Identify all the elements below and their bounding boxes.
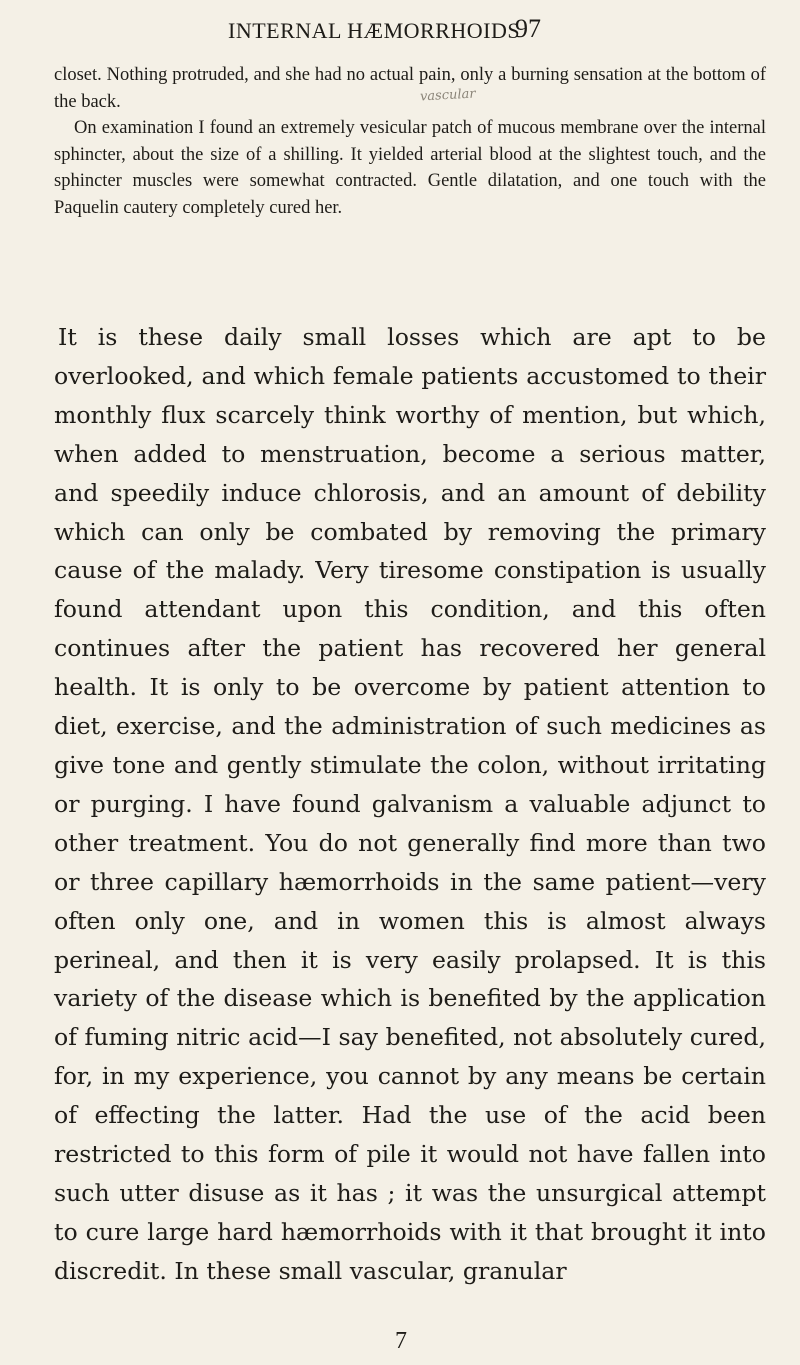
page-number: 97 [515, 14, 541, 43]
main-body [54, 318, 766, 1291]
case-note-paragraph: closet. Nothing protruded, and she had no actual pain, only a burning sensation at the bottom of the back. [54, 65, 766, 112]
running-head: INTERNAL HÆMORRHOIDS [228, 18, 521, 43]
case-note-paragraph: On examination I found an extremely vesicular patch of mucous membrane over the internal sphincter, about the size of a shilling. It yielded arterial blood at the slightest touch, and the sphincter muscles were somewhat contracted. Gentle dilatation, and one touch with the Paquelin cautery completely cured her. [54, 118, 766, 218]
signature-mark: 7 [395, 1328, 407, 1354]
handwritten-annotation: vascular [419, 86, 476, 105]
case-note [54, 62, 766, 221]
body-paragraph: It is these daily small losses which are apt to be overlooked, and which female patients accustomed to their monthly flux scarcely think worthy of mention, but which, when added to menstruation, become a serious matter, and speedily induce chlorosis, and an amount of debility which can only be combated by removing the primary cause of the malady. Very tiresome constipation is usually found attendant upon this condition, and this often continues after the patient has recovered her general health. It is only to be overcome by patient attention to diet, exercise, and the administration of such medicines as give tone and gently stimulate the colon, without irritating or purging. I have found galvanism a valuable adjunct to other treatment. You do not generally find more than two or three capillary hæmorrhoids in the same patient—very often only one, and in women this is almost always perineal, and then it is very easily prolapsed. It is this variety of the disease which is benefited by the application of fuming nitric acid—I say benefited, not absolutely cured, for, in my experience, you cannot by any means be certain of effecting the latter. Had the use of the acid been restricted to this form of pile it would not have fallen into such utter disuse as it has ; it was the unsurgical attempt to cure large hard hæmorrhoids with it that brought it into discredit. In these small vascular, granular [54, 323, 766, 1285]
page-header [0, 14, 800, 48]
